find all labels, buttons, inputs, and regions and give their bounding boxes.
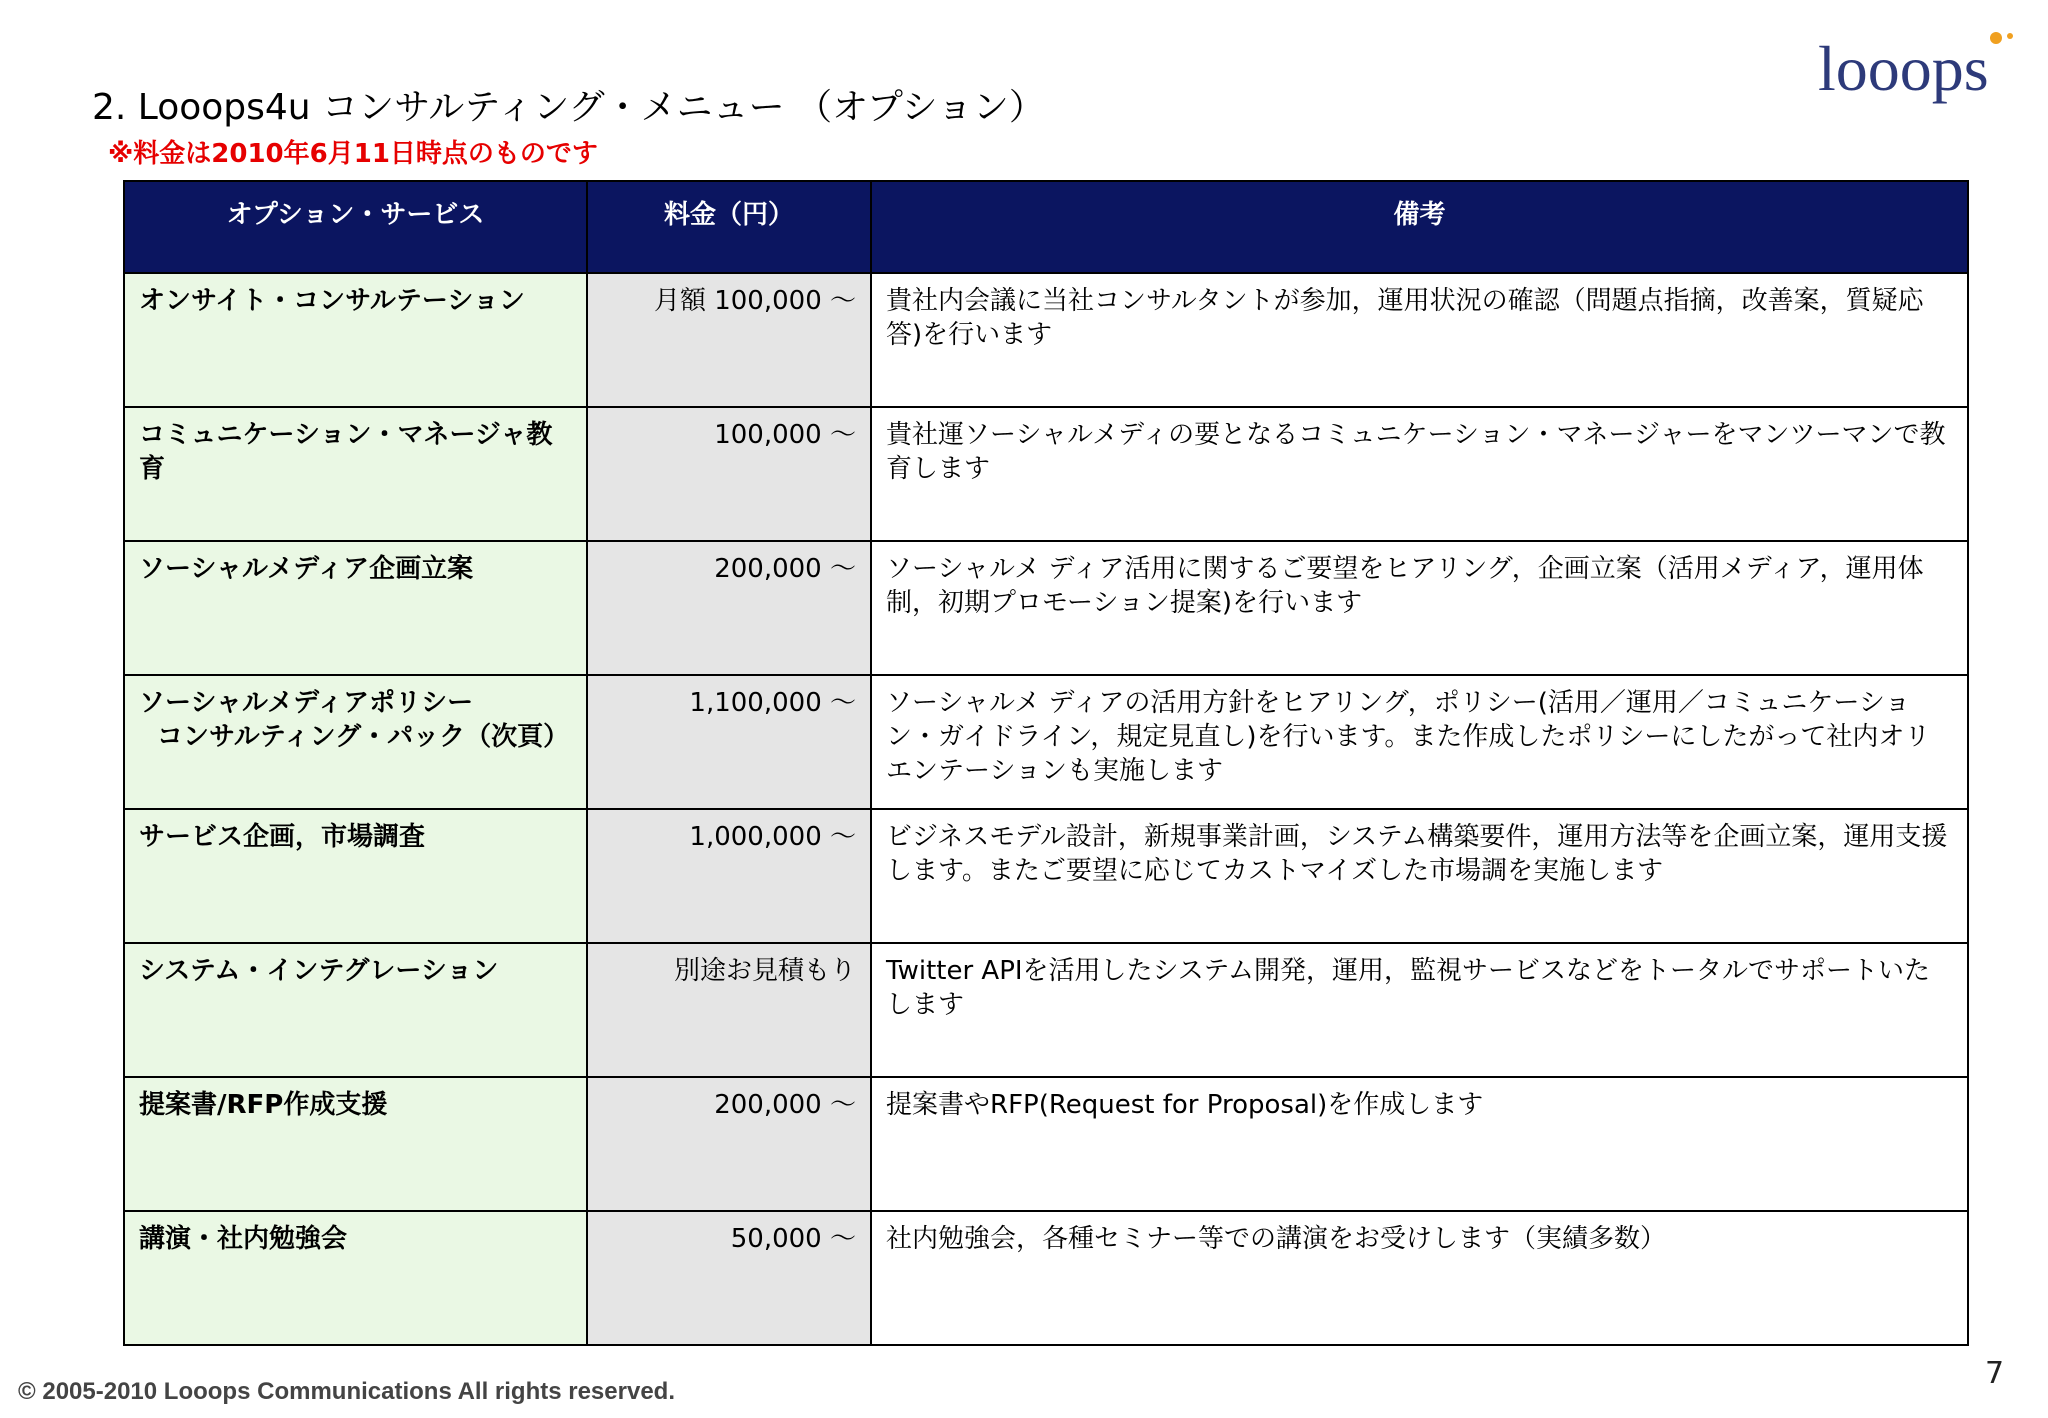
copyright-footer: © 2005-2010 Looops Communications All rights reserved. xyxy=(18,1378,675,1405)
service-note: Twitter APIを活用したシステム開発，運用，監視サービスなどをトータルでサポートいたします xyxy=(871,943,1968,1077)
service-note: ソーシャルメ ディア活用に関するご要望をヒアリング，企画立案（活用メディア，運用体制，初期プロモーション提案)を行います xyxy=(871,541,1968,675)
table-row xyxy=(124,943,1968,1077)
table-header-row xyxy=(124,181,1968,273)
logo-dot-small xyxy=(2007,33,2013,39)
table-row xyxy=(124,273,1968,407)
page-title: 2. Looops4u コンサルティング・メニュー （オプション） xyxy=(92,87,1045,128)
looops-logo xyxy=(1818,28,2018,108)
table-row xyxy=(124,1077,1968,1211)
service-price: 200,000 〜 xyxy=(587,541,871,675)
service-note: 社内勉強会，各種セミナー等での講演をお受けします（実績多数） xyxy=(871,1211,1968,1345)
logo-text: looops xyxy=(1818,33,1989,104)
table-row xyxy=(124,1211,1968,1345)
service-note: ソーシャルメ ディアの活用方針をヒアリング，ポリシー(活用／運用／コミュニケーション・ガイドライン，規定見直し)を行います。また作成したポリシーにしたがって社内オリエンテーションも実施します xyxy=(871,675,1968,809)
service-name: 提案書/RFP作成支援 xyxy=(124,1077,587,1211)
table-row xyxy=(124,407,1968,541)
page-number: 7 xyxy=(1985,1356,2005,1391)
service-price: 月額 100,000 〜 xyxy=(587,273,871,407)
table-row xyxy=(124,541,1968,675)
column-header-price: 料金（円） xyxy=(587,181,871,273)
service-name: サービス企画，市場調査 xyxy=(124,809,587,943)
service-price: 200,000 〜 xyxy=(587,1077,871,1211)
table-row xyxy=(124,809,1968,943)
service-price: 100,000 〜 xyxy=(587,407,871,541)
price-date-note: ※料金は2010年6月11日時点のものです xyxy=(108,139,598,169)
column-header-service: オプション・サービス xyxy=(124,181,587,273)
service-note: 提案書やRFP(Request for Proposal)を作成します xyxy=(871,1077,1968,1211)
service-price: 別途お見積もり xyxy=(587,943,871,1077)
service-name: 講演・社内勉強会 xyxy=(124,1211,587,1345)
service-price: 1,000,000 〜 xyxy=(587,809,871,943)
service-name: オンサイト・コンサルテーション xyxy=(124,273,587,407)
service-name: システム・インテグレーション xyxy=(124,943,587,1077)
service-name: ソーシャルメディア企画立案 xyxy=(124,541,587,675)
service-name-line2: コンサルティング・パック（次頁） xyxy=(157,722,570,752)
option-services-table xyxy=(123,180,1969,1346)
service-name: コミュニケーション・マネージャ教育 xyxy=(124,407,587,541)
logo-dot-orange xyxy=(1990,32,2002,44)
service-note: ビジネスモデル設計，新規事業計画，システム構築要件，運用方法等を企画立案，運用支援します。またご要望に応じてカストマイズした市場調を実施します xyxy=(871,809,1968,943)
column-header-notes: 備考 xyxy=(871,181,1968,273)
service-note: 貴社運ソーシャルメディの要となるコミュニケーション・マネージャーをマンツーマンで教育します xyxy=(871,407,1968,541)
service-note: 貴社内会議に当社コンサルタントが参加，運用状況の確認（問題点指摘，改善案，質疑応答)を行います xyxy=(871,273,1968,407)
service-price: 50,000 〜 xyxy=(587,1211,871,1345)
looops-logo-mark xyxy=(1818,28,2018,108)
service-name-cell xyxy=(124,675,587,809)
table-row xyxy=(124,675,1968,809)
service-price: 1,100,000 〜 xyxy=(587,675,871,809)
service-name: ソーシャルメディアポリシー xyxy=(139,688,474,718)
